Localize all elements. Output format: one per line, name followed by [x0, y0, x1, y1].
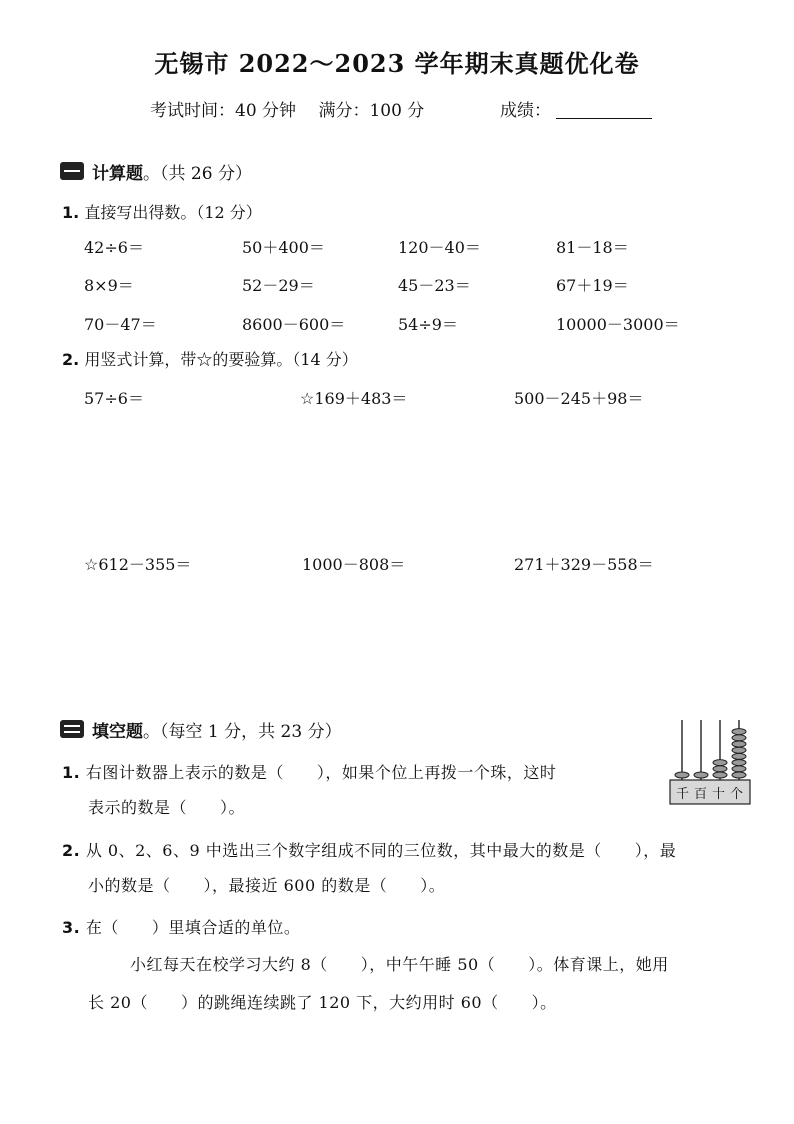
calc-item: 70－47＝	[84, 315, 157, 334]
calc-item: 10000－3000＝	[556, 315, 680, 334]
vertical-calc-item: ☆169＋483＝	[300, 389, 408, 408]
abacus-bead	[713, 772, 727, 778]
abacus-bead	[694, 772, 708, 778]
section-one-heading	[92, 159, 252, 184]
question-text: 用竖式计算，带☆的要验算。（14 分）	[84, 350, 358, 369]
abacus-bead	[713, 766, 727, 772]
question-2-2-line2: 小的数是（ ），最接近 600 的数是（ ）。	[88, 876, 446, 895]
section-two-title: 填空题	[92, 722, 143, 742]
abacus-bead	[732, 753, 746, 759]
calc-item: 81－18＝	[556, 238, 629, 257]
question-1-1	[62, 200, 262, 223]
section-one-score: 。（共 26 分）	[143, 164, 252, 184]
abacus-bead	[732, 772, 746, 778]
page-title: 无锡市 2022～2023 学年期末真题优化卷	[154, 49, 640, 78]
calc-item: 8600－600＝	[242, 315, 346, 334]
calc-item: 54÷9＝	[398, 315, 458, 334]
question-1-2	[62, 347, 358, 370]
abacus-figure	[668, 716, 752, 806]
abacus-bead	[713, 760, 727, 766]
score-blank[interactable]	[556, 104, 652, 119]
question-number: 1.	[62, 763, 81, 782]
section-two-score: 。（每空 1 分，共 23 分）	[143, 722, 342, 742]
abacus-label-tens: 十	[712, 787, 731, 802]
abacus-label-ones: 个	[730, 787, 749, 802]
vertical-calc-item: ☆612－355＝	[84, 555, 192, 574]
question-text: 右图计数器上表示的数是（ ），如果个位上再拨一个珠，这时	[85, 763, 557, 782]
calc-item: 50＋400＝	[242, 238, 325, 257]
question-2-2-line1	[62, 838, 676, 861]
section-two-heading	[92, 717, 342, 742]
question-number: 3.	[62, 918, 81, 937]
question-text: 直接写出得数。（12 分）	[84, 203, 262, 222]
question-2-3-line1	[62, 915, 300, 938]
vertical-calc-item: 500－245＋98＝	[514, 389, 644, 408]
section-one-title: 计算题	[92, 164, 143, 184]
abacus-bead	[732, 735, 746, 741]
vertical-calc-item: 271＋329－558＝	[514, 555, 654, 574]
question-text: 在（ ）里填合适的单位。	[85, 918, 301, 937]
calc-item: 42÷6＝	[84, 238, 144, 257]
score-label: 成绩：	[500, 101, 551, 121]
calc-item: 120－40＝	[398, 238, 481, 257]
section-two-icon	[60, 720, 84, 738]
vertical-calc-item: 57÷6＝	[84, 389, 144, 408]
question-text: 从 0、2、6、9 中选出三个数字组成不同的三位数，其中最大的数是（ ），最	[85, 841, 677, 860]
vertical-calc-item: 1000－808＝	[302, 555, 406, 574]
question-2-1-line1	[62, 760, 556, 783]
abacus-label-hundreds: 百	[694, 787, 713, 802]
calc-item: 67＋19＝	[556, 276, 629, 295]
section-one-icon	[60, 162, 84, 180]
abacus-bead	[732, 760, 746, 766]
question-number: 2.	[62, 841, 81, 860]
abacus-bead	[675, 772, 689, 778]
abacus-bead	[732, 729, 746, 735]
abacus-bead	[732, 766, 746, 772]
calc-item: 45－23＝	[398, 276, 471, 295]
abacus-bead	[732, 747, 746, 753]
question-number: 1.	[62, 203, 80, 222]
calc-item: 8×9＝	[84, 276, 134, 295]
abacus-bead	[732, 741, 746, 747]
abacus-labels	[676, 783, 748, 802]
question-2-1-line2: 表示的数是（ ）。	[88, 798, 246, 817]
question-2-3-line3: 长 20（ ）的跳绳连续跳了 120 下，大约用时 60（ ）。	[88, 993, 557, 1012]
question-number: 2.	[62, 350, 80, 369]
question-2-3-line2: 小红每天在校学习大约 8（ ），中午午睡 50（ ）。体育课上，她用	[130, 955, 669, 974]
abacus-label-thousands: 千	[676, 787, 695, 802]
calc-item: 52－29＝	[242, 276, 315, 295]
exam-info: 考试时间：40 分钟 满分：100 分	[150, 101, 425, 121]
